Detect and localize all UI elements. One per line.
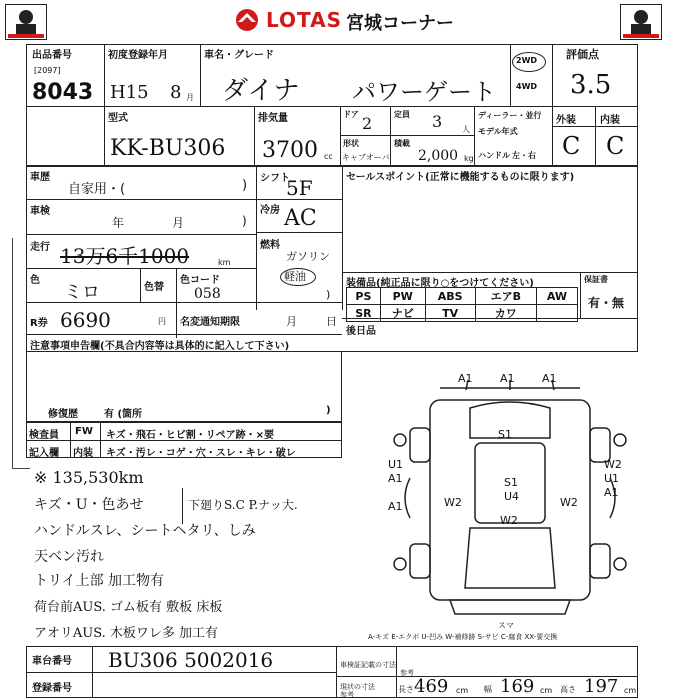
equipment-label: 装備品(純正品に限り○をつけてください) xyxy=(346,278,534,289)
inspection-close: ) xyxy=(242,214,247,228)
logo-subtitle: 宮城コーナー xyxy=(346,13,454,34)
first-reg-era: H15 xyxy=(110,82,149,103)
entry-line-1: ※ 135,530km xyxy=(34,468,144,487)
entry-line-5: トリイ上部 加工物有 xyxy=(34,573,165,589)
equip-airbag: エアB xyxy=(475,288,536,305)
left-mascot-icon xyxy=(5,4,47,40)
dmg-label-13: W2 xyxy=(604,458,622,471)
capacity-value: 3 xyxy=(432,112,443,131)
entry-line-7: アオリAUS. 木板ワレ多 加工有 xyxy=(34,626,219,641)
damage-legend: A-キズ E-エクボ U-凹み W-補修跡 S-サビ C-腐食 XX-要交換 xyxy=(368,633,558,641)
recycle-unit: 円 xyxy=(158,317,166,326)
equip-navi: ナビ xyxy=(380,305,425,322)
repair-label: 修復歴 xyxy=(48,409,78,420)
warranty-value: 有・無 xyxy=(588,296,625,310)
mileage-value: 13万6千1000 xyxy=(60,244,190,268)
score-label: 評価点 xyxy=(566,48,599,61)
fuel-gas: ガソリン xyxy=(286,250,330,263)
fuel-close: ) xyxy=(326,288,331,301)
equip-ps: PS xyxy=(347,288,381,305)
current-ref: 参考 xyxy=(340,691,354,699)
car-name-label: 車名・グレード xyxy=(204,50,274,61)
entry-line-6: 荷台前AUS. ゴム板有 敷板 床板 xyxy=(34,600,223,615)
lot-number-label: 出品番号 xyxy=(32,50,72,61)
cert-ref: 参考 xyxy=(400,669,414,677)
displacement-value: 3700 xyxy=(262,138,318,163)
equip-tv: TV xyxy=(425,305,475,322)
chassis-label: 車台番号 xyxy=(32,656,72,667)
height-unit: cm xyxy=(624,686,637,695)
inspection-month: 月 xyxy=(172,216,185,230)
shape-label: 形状 xyxy=(343,139,359,148)
length-unit: cm xyxy=(456,686,469,695)
history-close: ) xyxy=(242,178,248,193)
dmg-label-7: A1 xyxy=(388,500,403,513)
equipment-table xyxy=(346,287,578,322)
width-label: 幅 xyxy=(484,685,492,694)
length-value: 469 xyxy=(414,676,449,697)
current-dims-label: 現状の寸法 xyxy=(340,683,375,691)
ac-label: 冷房 xyxy=(260,205,280,216)
tax-label: 名変通知期限 xyxy=(180,317,240,328)
fw-label: FW xyxy=(75,426,93,437)
underbody-note: 下廻りS.C P.ナッ大. xyxy=(188,498,298,512)
displacement-label: 排気量 xyxy=(258,113,288,124)
car-name: ダイナ xyxy=(222,76,300,106)
drive-4wd: 4WD xyxy=(516,82,538,91)
fw-options: キズ・飛石・ヒビ割・リペア跡・×要 xyxy=(106,430,274,441)
first-reg-label: 初度登録年月 xyxy=(108,50,168,61)
equip-abs: ABS xyxy=(425,288,475,305)
tax-day: 日 xyxy=(326,315,337,328)
dmg-label-6: A1 xyxy=(388,472,403,485)
car-grade: パワーゲート xyxy=(352,78,496,106)
color-change-label: 色替 xyxy=(144,282,164,293)
color-code-value: 058 xyxy=(194,286,221,302)
interior-value: C xyxy=(606,132,625,160)
handle-value: 左・右 xyxy=(512,151,536,160)
ac-value: AC xyxy=(284,206,317,231)
dmg-label-1: A1 xyxy=(458,372,473,385)
dmg-label-4: S1 xyxy=(498,428,512,441)
diagram-bottom-note: スマ xyxy=(498,621,514,630)
shift-label: シフト xyxy=(260,173,290,184)
shape-value: キャブオーバ xyxy=(342,153,390,162)
dmg-label-9: U4 xyxy=(504,490,520,503)
registration-label: 登録番号 xyxy=(32,683,72,694)
height-label: 高さ xyxy=(560,685,576,694)
shift-value: 5F xyxy=(286,176,313,200)
dmg-label-12: W2 xyxy=(560,496,578,509)
dmg-label-3: A1 xyxy=(542,372,557,385)
dmg-label-10: W2 xyxy=(444,496,462,509)
warranty-label: 保証書 xyxy=(584,275,608,284)
right-mascot-icon xyxy=(620,4,662,40)
length-label: 長さ xyxy=(398,685,414,694)
capacity-unit: 人 xyxy=(462,125,470,134)
load-unit: kg xyxy=(464,154,474,163)
inspection-label: 車検 xyxy=(30,206,50,217)
model-year-label: モデル年式 xyxy=(478,127,518,136)
dmg-label-5: U1 xyxy=(388,458,404,471)
color-label: 色 xyxy=(30,275,40,286)
fuel-diesel: 軽油 xyxy=(284,270,306,283)
fuel-label: 燃料 xyxy=(260,240,280,251)
mileage-unit: km xyxy=(218,258,231,267)
notes-label: 注意事項申告欄(不具合内容等は具体的に記入して下さい) xyxy=(30,341,290,352)
entry-label: 記入欄 xyxy=(29,448,59,459)
dmg-label-14: U1 xyxy=(604,472,620,485)
aftermarket-label: 後日品 xyxy=(346,326,376,337)
door-label: ドア xyxy=(343,110,359,119)
lot-number: 8043 xyxy=(32,80,94,105)
equip-sr: SR xyxy=(347,305,381,322)
chassis-number: BU306 5002016 xyxy=(108,648,274,672)
dmg-label-2: A1 xyxy=(500,372,515,385)
color-code-label: 色コード xyxy=(180,275,220,286)
door-value: 2 xyxy=(362,114,373,133)
first-reg-month-unit: 月 xyxy=(186,93,194,102)
equip-aw: AW xyxy=(536,288,577,305)
dmg-label-15: A1 xyxy=(604,486,619,499)
first-reg-month: 8 xyxy=(170,82,182,103)
interior-check-label: 内装 xyxy=(73,448,93,459)
equip-pw: PW xyxy=(380,288,425,305)
dealer-label: ディーラー・並行 xyxy=(478,111,542,120)
handle-label: ハンドル xyxy=(478,151,510,160)
entry-line-4: 天ベン汚れ xyxy=(34,549,104,565)
history-label: 車歴 xyxy=(30,172,50,183)
width-unit: cm xyxy=(540,686,553,695)
exterior-label: 外装 xyxy=(556,115,576,126)
cert-dims-label: 車検証記載の寸法 xyxy=(340,661,396,669)
capacity-label: 定員 xyxy=(394,110,410,119)
dmg-label-8: S1 xyxy=(504,476,518,489)
logo-text: LOTAS xyxy=(266,8,343,32)
load-value: 2,000 xyxy=(418,148,459,164)
sales-point-label: セールスポイント(正常に機能するものに限ります) xyxy=(346,172,575,183)
displacement-unit: cc xyxy=(324,152,333,161)
recycle-value: 6690 xyxy=(60,308,111,332)
width-value: 169 xyxy=(500,676,535,697)
inspection-year: 年 xyxy=(112,216,125,230)
equip-leather: カワ xyxy=(475,305,536,322)
history-value: 自家用・( xyxy=(68,182,126,197)
lot-small-code: [2097] xyxy=(34,66,61,75)
drive-2wd: 2WD xyxy=(516,56,538,65)
logo-emblem-icon xyxy=(232,8,262,32)
repair-value: 有 (箇所 xyxy=(104,409,143,420)
color-value: ミロ xyxy=(64,282,100,303)
model-value: KK-BU306 xyxy=(110,136,226,161)
inspector-label: 検査員 xyxy=(29,430,59,441)
mileage-label: 走行 xyxy=(30,242,50,253)
height-value: 197 xyxy=(584,676,619,697)
entry-line-2: キズ・U・色あせ xyxy=(34,497,144,513)
exterior-value: C xyxy=(562,132,581,160)
dmg-label-11: W2 xyxy=(500,514,518,527)
recycle-label: R券 xyxy=(30,318,48,329)
load-label: 積載 xyxy=(394,139,410,148)
interior-options: キズ・汚レ・コゲ・穴・スレ・キレ・破レ xyxy=(106,448,296,459)
score-value: 3.5 xyxy=(570,70,612,100)
model-label: 型式 xyxy=(108,113,128,124)
repair-close: ) xyxy=(326,405,331,416)
tax-month: 月 xyxy=(286,315,297,328)
entry-line-3: ハンドルスレ、シートヘタリ、しみ xyxy=(34,523,256,539)
header-logo xyxy=(232,8,472,32)
interior-label: 内装 xyxy=(600,115,620,126)
